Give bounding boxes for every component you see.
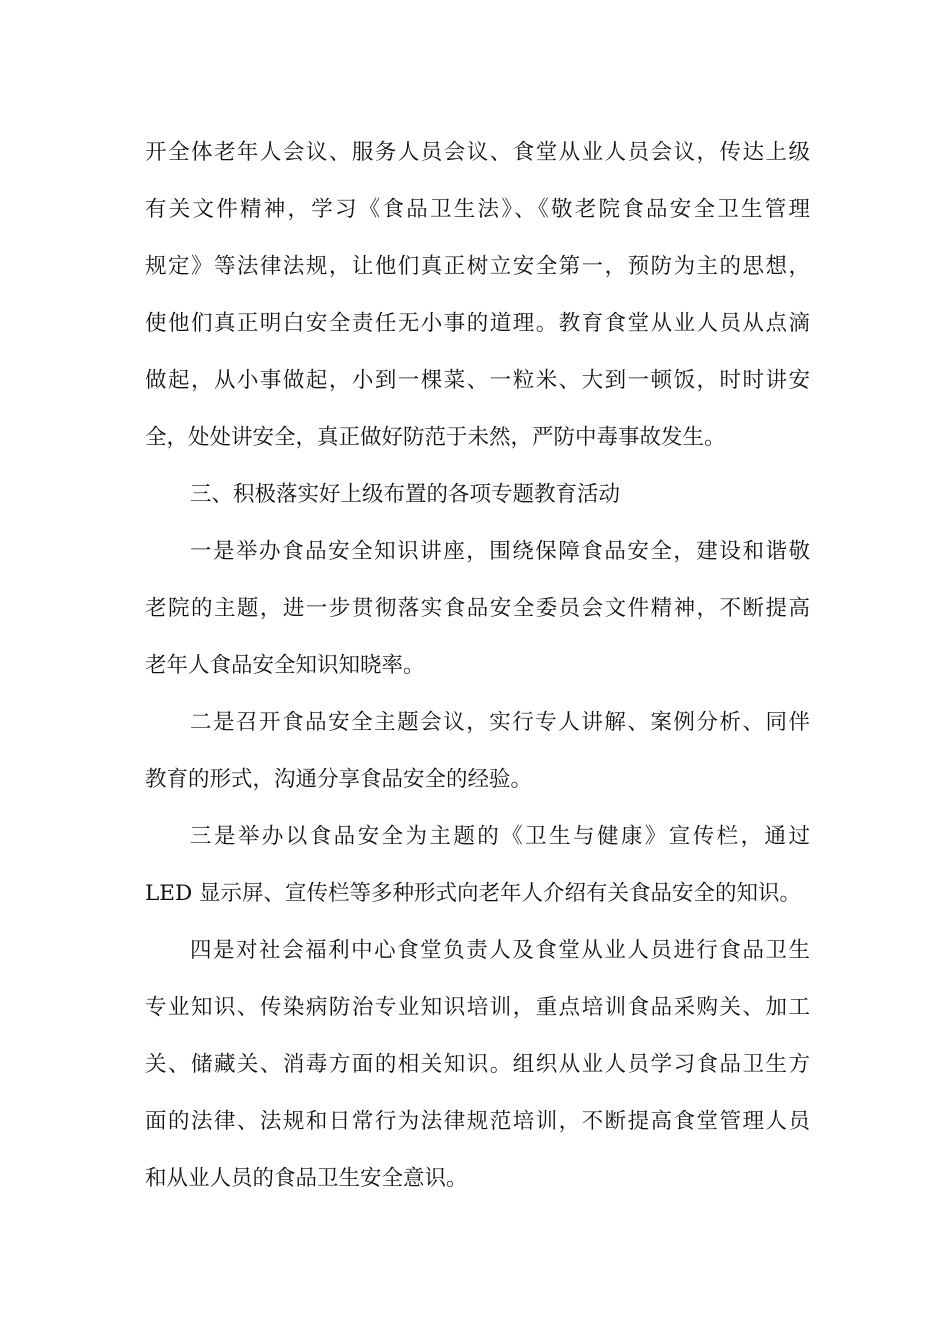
text-line: 全，处处讲安全，真正做好防范于未然，严防中毒事故发生。 bbox=[145, 425, 726, 450]
text-line: 四是对社会福利中心食堂负责人及食堂从业人员进行食品卫生 bbox=[190, 938, 810, 963]
text-line: 老院的主题，进一步贯彻落实食品安全委员会文件精神，不断提高 bbox=[145, 596, 810, 621]
text-line: 规定》等法律法规，让他们真正树立安全第一，预防为主的思想， bbox=[145, 254, 810, 279]
text-line: 和从业人员的食品卫生安全意识。 bbox=[145, 1166, 468, 1191]
text-line: 关、储藏关、消毒方面的相关知识。组织从业人员学习食品卫生方 bbox=[145, 1052, 810, 1077]
paragraph bbox=[145, 694, 810, 808]
text-line: 一是举办食品安全知识讲座，围绕保障食品安全，建设和谐敬 bbox=[190, 539, 810, 564]
text-line: 三是举办以食品安全为主题的《卫生与健康》宣传栏，通过 bbox=[190, 824, 810, 849]
text-line: 使他们真正明白安全责任无小事的道理。教育食堂从业人员从点滴 bbox=[145, 311, 810, 336]
text-line: 有关文件精神，学习《食品卫生法》、《敬老院食品安全卫生管理 bbox=[145, 197, 810, 222]
text-line: 做起，从小事做起，小到一棵菜、一粒米、大到一顿饭，时时讲安 bbox=[145, 368, 810, 393]
paragraph bbox=[145, 808, 810, 922]
body-text bbox=[145, 124, 810, 1207]
text-line: 面的法律、法规和日常行为法律规范培训，不断提高食堂管理人员 bbox=[145, 1109, 810, 1134]
paragraph bbox=[145, 124, 810, 466]
paragraph bbox=[145, 523, 810, 694]
text-line: 二是召开食品安全主题会议，实行专人讲解、案例分析、同伴 bbox=[190, 710, 810, 735]
section-heading bbox=[145, 466, 810, 523]
text-line: 老年人食品安全知识知晓率。 bbox=[145, 653, 425, 678]
text-line: LED 显示屏、宣传栏等多种形式向老年人介绍有关食品安全的知识。 bbox=[145, 881, 802, 906]
text-line: 教育的形式，沟通分享食品安全的经验。 bbox=[145, 767, 533, 792]
text-line: 专业知识、传染病防治专业知识培训，重点培训食品采购关、加工 bbox=[145, 995, 810, 1020]
text-line: 开全体老年人会议、服务人员会议、食堂从业人员会议，传达上级 bbox=[145, 140, 810, 165]
text-line: 三、积极落实好上级布置的各项专题教育活动 bbox=[190, 482, 621, 507]
paragraph bbox=[145, 922, 810, 1207]
